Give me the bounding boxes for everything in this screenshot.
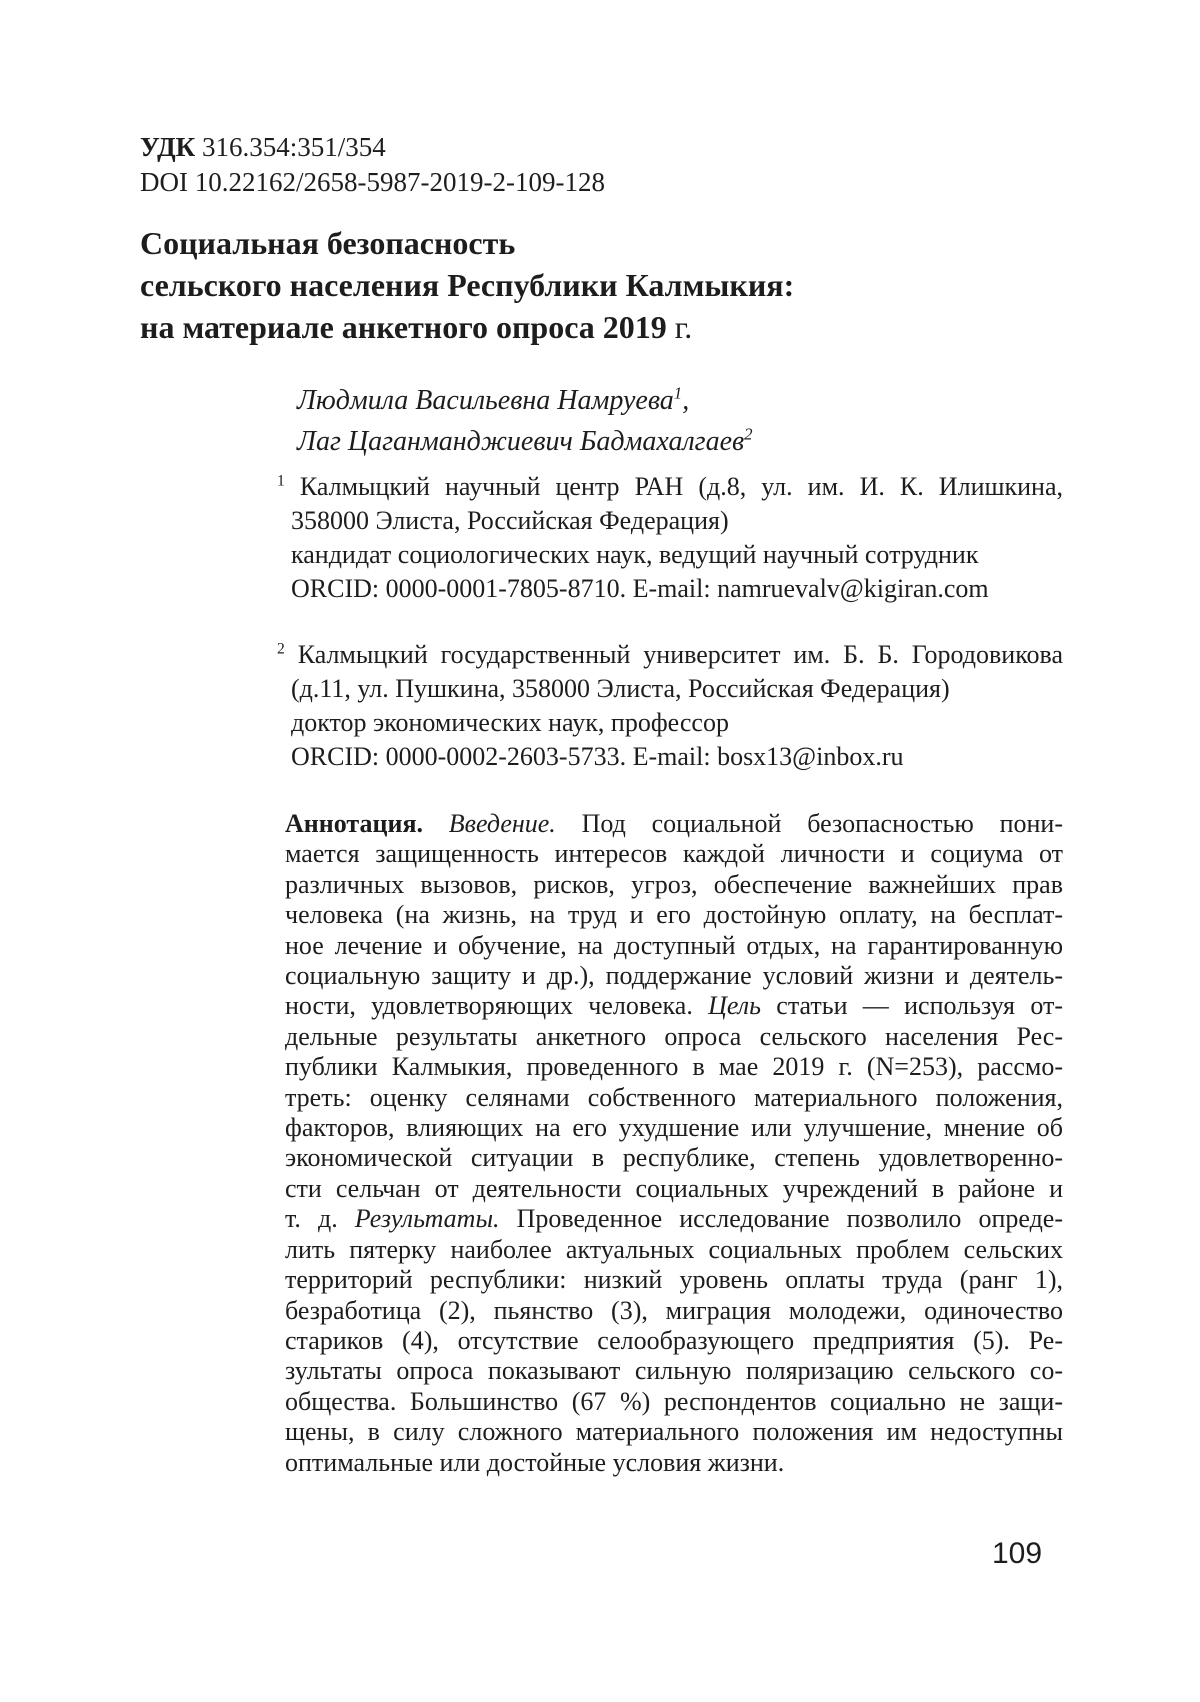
text-line [285, 1356, 1063, 1386]
page-number: 109 [992, 1537, 1043, 1570]
superscript-marker: 2 [744, 424, 753, 444]
udk-line [140, 130, 605, 165]
text-line [285, 1296, 1063, 1326]
text-line [285, 1143, 1063, 1173]
text-line [285, 1204, 1063, 1234]
text-line [285, 900, 1063, 930]
text-line [277, 706, 1063, 740]
text-segment: треть: оценку селянами собственного материального положения, [285, 1082, 1063, 1112]
text-segment: 358000 Элиста, Российская Федерация) [291, 506, 729, 535]
text-line [285, 1113, 1063, 1143]
text-line [285, 1235, 1063, 1265]
text-line [277, 672, 1063, 706]
text-line [285, 1083, 1063, 1113]
text-line [285, 1265, 1063, 1295]
text-segment: оптимальные или достойные условия жизни. [285, 1447, 785, 1477]
text-line [285, 991, 1063, 1021]
text-line [285, 931, 1063, 961]
text-segment: щены, в силу сложного материального положения им недоступны [285, 1417, 1063, 1447]
abstract [285, 809, 1063, 1478]
text-segment: Введение. [448, 809, 556, 838]
text-segment: экономической ситуации в республике, степень удовлетворенно- [285, 1143, 1063, 1173]
text-segment: Под социальной безопасностью пони- [555, 809, 1063, 838]
text-segment: Лаг Цаганманджиевич Бадмахалгаев [297, 426, 745, 457]
text-segment: ORCID: 0000-0002-2603-5733. E-mail: bosx13@inbox.ru [291, 742, 904, 771]
text-line [285, 1022, 1063, 1052]
text-segment: мается защищенность интересов каждой личности и социума от [285, 839, 1063, 869]
text-line [285, 809, 1063, 839]
text-segment: Аннотация. [285, 809, 424, 838]
text-segment: ности, удовлетворяющих человека. [285, 991, 709, 1021]
text-segment: социальную защиту и др.), поддержание условий жизни и деятель- [285, 961, 1063, 991]
text-line [277, 740, 1063, 774]
text-line [285, 870, 1063, 900]
text-segment: г. [674, 309, 693, 345]
text-segment: лить пятерку наиболее актуальных социальных проблем сельских [285, 1234, 1063, 1264]
text-segment: доктор экономических наук, профессор [291, 708, 729, 737]
text-segment: статьи — используя от- [760, 991, 1063, 1021]
text-line [285, 1387, 1063, 1417]
superscript-marker: 2 [277, 640, 285, 658]
affiliation-2 [277, 638, 1063, 774]
text-segment: т. д. [285, 1204, 355, 1234]
text-segment: ORCID: 0000-0001-7805-8710. E-mail: namruevalv@kigiran.com [291, 574, 989, 603]
text-line [277, 638, 1063, 672]
text-line [140, 222, 1040, 264]
text-line [285, 1448, 1063, 1478]
text-line [285, 1052, 1063, 1082]
text-line [285, 1326, 1063, 1356]
text-line [277, 572, 1063, 606]
text-line [285, 961, 1063, 991]
superscript-marker: 1 [673, 383, 683, 403]
text-segment: ное лечение и обучение, на доступный отдых, на гарантированную [285, 930, 1063, 960]
affiliation-1 [277, 470, 1063, 606]
text-line [297, 421, 997, 462]
document-header [140, 130, 605, 200]
authors [297, 380, 997, 462]
text-segment: , [682, 385, 690, 416]
text-line [285, 1417, 1063, 1447]
article-title [140, 222, 1040, 348]
text-segment: УДК [140, 132, 202, 162]
text-segment [423, 809, 449, 838]
text-segment: стариков (4), отсутствие селообразующего предприятия (5). Ре- [285, 1325, 1063, 1355]
text-segment: общества. Большинство (67 %) респондентов социально не защи- [285, 1386, 1063, 1416]
text-segment: дельные результаты анкетного опроса сельского населения Рес- [285, 1021, 1063, 1051]
text-segment: Людмила Васильевна Намруева [297, 385, 674, 416]
superscript-marker: 1 [277, 472, 285, 490]
text-line [277, 504, 1063, 538]
text-line [285, 1174, 1063, 1204]
text-line [285, 839, 1063, 869]
text-segment: территорий республики: низкий уровень оплаты труда (ранг 1), [285, 1265, 1063, 1295]
text-line [277, 538, 1063, 572]
text-segment: Калмыцкий научный центр РАН (д.8, ул. им. И. К. Илишкина, [284, 472, 1063, 501]
text-segment: факторов, влияющих на его ухудшение или улучшение, мнение об [285, 1113, 1063, 1143]
text-line [297, 380, 997, 421]
text-line [140, 264, 1040, 306]
text-segment: Социальная безопасность [140, 225, 516, 261]
text-segment: зультаты опроса показывают сильную поляризацию сельского со- [285, 1356, 1063, 1386]
doi-line: DOI 10.22162/2658-5987-2019-2-109-128 [140, 167, 605, 197]
text-line [140, 306, 1040, 348]
text-segment: кандидат социологических наук, ведущий научный сотрудник [291, 540, 979, 569]
text-segment: различных вызовов, рисков, угроз, обеспечение важнейших прав [285, 869, 1063, 899]
text-segment: сти сельчан от деятельности социальных учреждений в районе и [285, 1173, 1063, 1203]
text-segment: Цель [708, 991, 761, 1021]
text-segment: публики Калмыкия, проведенного в мае 2019 г. (N=253), рассмо- [285, 1052, 1063, 1082]
text-segment: (д.11, ул. Пушкина, 358000 Элиста, Российская Федерация) [291, 674, 950, 703]
text-segment: Калмыцкий государственный университет им. Б. Б. Городовикова [284, 640, 1063, 669]
text-segment: человека (на жизнь, на труд и его достойную оплату, на бесплат- [285, 900, 1063, 930]
text-segment: Проведенное исследование позволило опреде- [499, 1204, 1063, 1234]
text-segment: Результаты. [354, 1204, 500, 1234]
text-segment: на материале анкетного опроса 2019 [140, 309, 675, 345]
text-line [277, 470, 1063, 504]
text-segment: сельского населения Республики Калмыкия: [140, 267, 795, 303]
text-segment: 316.354:351/354 [202, 132, 386, 162]
text-segment: безработица (2), пьянство (3), миграция молодежи, одиночество [285, 1295, 1063, 1325]
